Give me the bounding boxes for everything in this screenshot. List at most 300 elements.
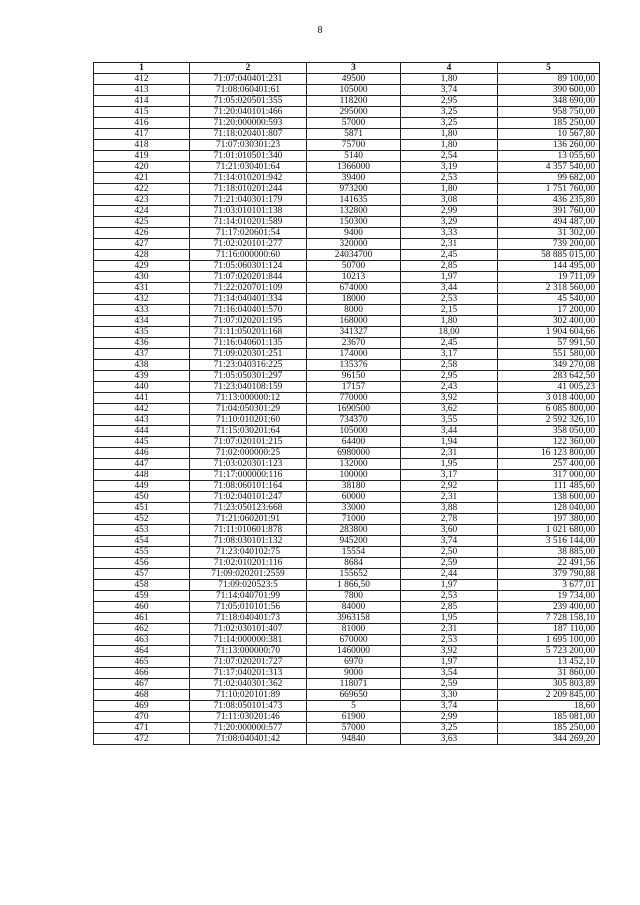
rate-cell: 2,31 xyxy=(401,448,498,459)
cadastral-number-cell: 71:13:000000:12 xyxy=(190,393,307,404)
rate-cell: 1,80 xyxy=(401,184,498,195)
row-number-cell: 422 xyxy=(94,184,190,195)
value-cell: 150300 xyxy=(307,217,401,228)
cadastral-number-cell: 71:14:000000:381 xyxy=(190,635,307,646)
amount-cell: 99 682,00 xyxy=(498,173,600,184)
table-row xyxy=(94,547,600,558)
value-cell: 1690500 xyxy=(307,404,401,415)
rate-cell: 2,44 xyxy=(401,569,498,580)
rate-cell: 2,99 xyxy=(401,206,498,217)
rate-cell: 3,63 xyxy=(401,734,498,745)
table-row xyxy=(94,426,600,437)
amount-cell: 45 540,00 xyxy=(498,294,600,305)
table-row xyxy=(94,96,600,107)
value-cell: 135376 xyxy=(307,360,401,371)
amount-cell: 31 302,00 xyxy=(498,228,600,239)
amount-cell: 305 803,89 xyxy=(498,679,600,690)
value-cell: 17157 xyxy=(307,382,401,393)
row-number-cell: 413 xyxy=(94,85,190,96)
cadastral-number-cell: 71:09:020523:5 xyxy=(190,580,307,591)
row-number-cell: 457 xyxy=(94,569,190,580)
rate-cell: 2,53 xyxy=(401,591,498,602)
row-number-cell: 447 xyxy=(94,459,190,470)
amount-cell: 38 885,00 xyxy=(498,547,600,558)
cadastral-number-cell: 71:02:010201:116 xyxy=(190,558,307,569)
cadastral-number-cell: 71:21:060201:91 xyxy=(190,514,307,525)
rate-cell: 1,80 xyxy=(401,140,498,151)
table-row xyxy=(94,415,600,426)
amount-cell: 358 050,00 xyxy=(498,426,600,437)
row-number-cell: 440 xyxy=(94,382,190,393)
rate-cell: 2,85 xyxy=(401,261,498,272)
table-row xyxy=(94,360,600,371)
table-row xyxy=(94,316,600,327)
value-cell: 5140 xyxy=(307,151,401,162)
rate-cell: 3,74 xyxy=(401,85,498,96)
amount-cell: 348 690,00 xyxy=(498,96,600,107)
rate-cell: 3,17 xyxy=(401,349,498,360)
rate-cell: 3,44 xyxy=(401,426,498,437)
value-cell: 945200 xyxy=(307,536,401,547)
value-cell: 8000 xyxy=(307,305,401,316)
cadastral-number-cell: 71:11:010601:878 xyxy=(190,525,307,536)
table-row xyxy=(94,74,600,85)
table-row xyxy=(94,437,600,448)
row-number-cell: 430 xyxy=(94,272,190,283)
row-number-cell: 426 xyxy=(94,228,190,239)
cadastral-number-cell: 71:18:020401:807 xyxy=(190,129,307,140)
table-row xyxy=(94,272,600,283)
table-row xyxy=(94,569,600,580)
amount-cell: 1 904 604,66 xyxy=(498,327,600,338)
row-number-cell: 471 xyxy=(94,723,190,734)
value-cell: 770000 xyxy=(307,393,401,404)
value-cell: 1460000 xyxy=(307,646,401,657)
table-row xyxy=(94,261,600,272)
table-row xyxy=(94,195,600,206)
rate-cell: 3,92 xyxy=(401,393,498,404)
amount-cell: 19 734,00 xyxy=(498,591,600,602)
row-number-cell: 472 xyxy=(94,734,190,745)
value-cell: 33000 xyxy=(307,503,401,514)
row-number-cell: 433 xyxy=(94,305,190,316)
rate-cell: 2,59 xyxy=(401,558,498,569)
cadastral-number-cell: 71:21:040301:179 xyxy=(190,195,307,206)
value-cell: 132000 xyxy=(307,459,401,470)
rate-cell: 2,85 xyxy=(401,602,498,613)
rate-cell: 1,97 xyxy=(401,580,498,591)
table-row xyxy=(94,723,600,734)
value-cell: 320000 xyxy=(307,239,401,250)
amount-cell: 3 018 400,00 xyxy=(498,393,600,404)
value-cell: 100000 xyxy=(307,470,401,481)
cadastral-number-cell: 71:23:040316:225 xyxy=(190,360,307,371)
rate-cell: 18,00 xyxy=(401,327,498,338)
table-row xyxy=(94,217,600,228)
cadastral-number-cell: 71:15:030201:64 xyxy=(190,426,307,437)
table-row xyxy=(94,129,600,140)
value-cell: 283800 xyxy=(307,525,401,536)
amount-cell: 41 005,23 xyxy=(498,382,600,393)
amount-cell: 57 991,50 xyxy=(498,338,600,349)
value-cell: 669650 xyxy=(307,690,401,701)
amount-cell: 10 567,80 xyxy=(498,129,600,140)
cadastral-number-cell: 71:08:060401:61 xyxy=(190,85,307,96)
value-cell: 341327 xyxy=(307,327,401,338)
row-number-cell: 434 xyxy=(94,316,190,327)
value-cell: 973200 xyxy=(307,184,401,195)
table-row xyxy=(94,657,600,668)
cadastral-number-cell: 71:20:040101:466 xyxy=(190,107,307,118)
row-number-cell: 452 xyxy=(94,514,190,525)
rate-cell: 1,95 xyxy=(401,613,498,624)
amount-cell: 2 592 326,10 xyxy=(498,415,600,426)
cadastral-number-cell: 71:17:020601:54 xyxy=(190,228,307,239)
table-row xyxy=(94,162,600,173)
amount-cell: 89 100,00 xyxy=(498,74,600,85)
value-cell: 60000 xyxy=(307,492,401,503)
rate-cell: 3,54 xyxy=(401,668,498,679)
cadastral-number-cell: 71:20:000000:593 xyxy=(190,118,307,129)
value-cell: 1 866,50 xyxy=(307,580,401,591)
rate-cell: 2,78 xyxy=(401,514,498,525)
table-row xyxy=(94,393,600,404)
cadastral-number-cell: 71:23:040108:159 xyxy=(190,382,307,393)
rate-cell: 3,74 xyxy=(401,701,498,712)
value-cell: 3963158 xyxy=(307,613,401,624)
row-number-cell: 448 xyxy=(94,470,190,481)
row-number-cell: 428 xyxy=(94,250,190,261)
cadastral-number-cell: 71:16:040401:570 xyxy=(190,305,307,316)
column-header-4: 4 xyxy=(401,63,498,74)
amount-cell: 58 885 015,00 xyxy=(498,250,600,261)
value-cell: 132800 xyxy=(307,206,401,217)
value-cell: 118071 xyxy=(307,679,401,690)
table-row xyxy=(94,338,600,349)
cadastral-number-cell: 71:10:020101:89 xyxy=(190,690,307,701)
value-cell: 734370 xyxy=(307,415,401,426)
row-number-cell: 461 xyxy=(94,613,190,624)
rate-cell: 3,62 xyxy=(401,404,498,415)
cadastral-number-cell: 71:07:020201:844 xyxy=(190,272,307,283)
table-row xyxy=(94,140,600,151)
row-number-cell: 446 xyxy=(94,448,190,459)
table-row xyxy=(94,712,600,723)
amount-cell: 1 751 760,00 xyxy=(498,184,600,195)
amount-cell: 391 760,00 xyxy=(498,206,600,217)
amount-cell: 2 209 845,00 xyxy=(498,690,600,701)
rate-cell: 2,15 xyxy=(401,305,498,316)
rate-cell: 2,50 xyxy=(401,547,498,558)
amount-cell: 185 250,00 xyxy=(498,118,600,129)
table-row xyxy=(94,646,600,657)
amount-cell: 5 723 200,00 xyxy=(498,646,600,657)
amount-cell: 22 491,56 xyxy=(498,558,600,569)
table-row xyxy=(94,514,600,525)
row-number-cell: 463 xyxy=(94,635,190,646)
rate-cell: 2,92 xyxy=(401,481,498,492)
amount-cell: 317 000,00 xyxy=(498,470,600,481)
table-row xyxy=(94,525,600,536)
table-row xyxy=(94,371,600,382)
amount-cell: 138 600,00 xyxy=(498,492,600,503)
row-number-cell: 432 xyxy=(94,294,190,305)
amount-cell: 13 055,60 xyxy=(498,151,600,162)
value-cell: 39400 xyxy=(307,173,401,184)
rate-cell: 1,80 xyxy=(401,316,498,327)
value-cell: 155652 xyxy=(307,569,401,580)
cadastral-number-cell: 71:03:010101:138 xyxy=(190,206,307,217)
row-number-cell: 468 xyxy=(94,690,190,701)
table-row xyxy=(94,701,600,712)
value-cell: 24034700 xyxy=(307,250,401,261)
value-cell: 71000 xyxy=(307,514,401,525)
amount-cell: 257 400,00 xyxy=(498,459,600,470)
table-row xyxy=(94,492,600,503)
row-number-cell: 421 xyxy=(94,173,190,184)
row-number-cell: 420 xyxy=(94,162,190,173)
value-cell: 18000 xyxy=(307,294,401,305)
value-cell: 15554 xyxy=(307,547,401,558)
row-number-cell: 469 xyxy=(94,701,190,712)
amount-cell: 436 235,80 xyxy=(498,195,600,206)
value-cell: 5 xyxy=(307,701,401,712)
rate-cell: 2,45 xyxy=(401,250,498,261)
rate-cell: 3,17 xyxy=(401,470,498,481)
row-number-cell: 425 xyxy=(94,217,190,228)
cadastral-number-cell: 71:01:010501:340 xyxy=(190,151,307,162)
amount-cell: 16 123 800,00 xyxy=(498,448,600,459)
rate-cell: 2,99 xyxy=(401,712,498,723)
cadastral-number-cell: 71:16:000000:60 xyxy=(190,250,307,261)
value-cell: 168000 xyxy=(307,316,401,327)
table-row xyxy=(94,613,600,624)
cadastral-number-cell: 71:03:020301:123 xyxy=(190,459,307,470)
amount-cell: 739 200,00 xyxy=(498,239,600,250)
cadastral-number-cell: 71:16:040601:135 xyxy=(190,338,307,349)
row-number-cell: 454 xyxy=(94,536,190,547)
value-cell: 6980000 xyxy=(307,448,401,459)
rate-cell: 2,31 xyxy=(401,624,498,635)
table-row xyxy=(94,283,600,294)
cadastral-number-cell: 71:08:050101:473 xyxy=(190,701,307,712)
amount-cell: 122 360,00 xyxy=(498,437,600,448)
rate-cell: 3,44 xyxy=(401,283,498,294)
amount-cell: 19 711,09 xyxy=(498,272,600,283)
row-number-cell: 470 xyxy=(94,712,190,723)
amount-cell: 187 110,00 xyxy=(498,624,600,635)
cadastral-number-cell: 71:08:040401:42 xyxy=(190,734,307,745)
cadastral-number-cell: 71:05:010101:56 xyxy=(190,602,307,613)
cadastral-number-cell: 71:09:020201:2559 xyxy=(190,569,307,580)
amount-cell: 31 860,00 xyxy=(498,668,600,679)
cadastral-number-cell: 71:21:030401:64 xyxy=(190,162,307,173)
value-cell: 174000 xyxy=(307,349,401,360)
rate-cell: 3,25 xyxy=(401,107,498,118)
row-number-cell: 445 xyxy=(94,437,190,448)
table-row xyxy=(94,173,600,184)
row-number-cell: 441 xyxy=(94,393,190,404)
rate-cell: 2,31 xyxy=(401,239,498,250)
value-cell: 10213 xyxy=(307,272,401,283)
table-row xyxy=(94,85,600,96)
amount-cell: 1 695 100,00 xyxy=(498,635,600,646)
table-row xyxy=(94,184,600,195)
amount-cell: 3 677,01 xyxy=(498,580,600,591)
amount-cell: 551 580,00 xyxy=(498,349,600,360)
rate-cell: 1,80 xyxy=(401,129,498,140)
cadastral-number-cell: 71:07:040401:231 xyxy=(190,74,307,85)
cadastral-number-cell: 71:10:010201:60 xyxy=(190,415,307,426)
table-row xyxy=(94,107,600,118)
amount-cell: 349 270,08 xyxy=(498,360,600,371)
row-number-cell: 427 xyxy=(94,239,190,250)
amount-cell: 111 485,60 xyxy=(498,481,600,492)
row-number-cell: 462 xyxy=(94,624,190,635)
amount-cell: 128 040,00 xyxy=(498,503,600,514)
amount-cell: 379 790,88 xyxy=(498,569,600,580)
column-header-5: 5 xyxy=(498,63,600,74)
table-row xyxy=(94,635,600,646)
amount-cell: 3 516 144,00 xyxy=(498,536,600,547)
table-row xyxy=(94,690,600,701)
cadastral-number-cell: 71:14:010201:942 xyxy=(190,173,307,184)
value-cell: 50700 xyxy=(307,261,401,272)
row-number-cell: 423 xyxy=(94,195,190,206)
cadastral-number-cell: 71:20:000000:577 xyxy=(190,723,307,734)
table-row xyxy=(94,239,600,250)
row-number-cell: 437 xyxy=(94,349,190,360)
row-number-cell: 414 xyxy=(94,96,190,107)
value-cell: 5871 xyxy=(307,129,401,140)
table-row xyxy=(94,591,600,602)
table-row xyxy=(94,580,600,591)
rate-cell: 1,97 xyxy=(401,272,498,283)
value-cell: 670000 xyxy=(307,635,401,646)
row-number-cell: 467 xyxy=(94,679,190,690)
table-row xyxy=(94,624,600,635)
rate-cell: 2,53 xyxy=(401,294,498,305)
cadastral-number-cell: 71:17:000000:116 xyxy=(190,470,307,481)
rate-cell: 1,95 xyxy=(401,459,498,470)
row-number-cell: 455 xyxy=(94,547,190,558)
cadastral-number-cell: 71:23:050123:668 xyxy=(190,503,307,514)
value-cell: 84000 xyxy=(307,602,401,613)
rate-cell: 3,29 xyxy=(401,217,498,228)
value-cell: 81000 xyxy=(307,624,401,635)
row-number-cell: 439 xyxy=(94,371,190,382)
cadastral-number-cell: 71:09:020301:251 xyxy=(190,349,307,360)
rate-cell: 3,19 xyxy=(401,162,498,173)
cadastral-number-cell: 71:02:000000:25 xyxy=(190,448,307,459)
table-row xyxy=(94,459,600,470)
table-row xyxy=(94,602,600,613)
table-row xyxy=(94,118,600,129)
cadastral-number-cell: 71:23:040102:75 xyxy=(190,547,307,558)
rate-cell: 2,54 xyxy=(401,151,498,162)
column-header-3: 3 xyxy=(307,63,401,74)
column-header-1: 1 xyxy=(94,63,190,74)
amount-cell: 4 357 540,00 xyxy=(498,162,600,173)
value-cell: 38180 xyxy=(307,481,401,492)
cadastral-number-cell: 71:02:040101:247 xyxy=(190,492,307,503)
rate-cell: 1,94 xyxy=(401,437,498,448)
amount-cell: 185 250,00 xyxy=(498,723,600,734)
cadastral-number-cell: 71:14:040701:99 xyxy=(190,591,307,602)
table-row xyxy=(94,448,600,459)
table-row xyxy=(94,668,600,679)
cadastral-number-cell: 71:11:050201:168 xyxy=(190,327,307,338)
table-row xyxy=(94,558,600,569)
table-row xyxy=(94,404,600,415)
rate-cell: 3,08 xyxy=(401,195,498,206)
rate-cell: 2,58 xyxy=(401,360,498,371)
column-header-2: 2 xyxy=(190,63,307,74)
cadastral-number-cell: 71:14:040401:334 xyxy=(190,294,307,305)
cadastral-number-cell: 71:02:040301:362 xyxy=(190,679,307,690)
amount-cell: 958 750,00 xyxy=(498,107,600,118)
row-number-cell: 415 xyxy=(94,107,190,118)
row-number-cell: 418 xyxy=(94,140,190,151)
row-number-cell: 444 xyxy=(94,426,190,437)
row-number-cell: 419 xyxy=(94,151,190,162)
row-number-cell: 443 xyxy=(94,415,190,426)
value-cell: 9000 xyxy=(307,668,401,679)
row-number-cell: 412 xyxy=(94,74,190,85)
amount-cell: 197 380,00 xyxy=(498,514,600,525)
cadastral-number-cell: 71:07:030301:23 xyxy=(190,140,307,151)
table-row xyxy=(94,734,600,745)
table-row xyxy=(94,228,600,239)
table-row xyxy=(94,327,600,338)
rate-cell: 3,25 xyxy=(401,723,498,734)
value-cell: 105000 xyxy=(307,426,401,437)
amount-cell: 494 487,00 xyxy=(498,217,600,228)
row-number-cell: 431 xyxy=(94,283,190,294)
amount-cell: 390 600,00 xyxy=(498,85,600,96)
value-cell: 96150 xyxy=(307,371,401,382)
table-row xyxy=(94,250,600,261)
row-number-cell: 424 xyxy=(94,206,190,217)
cadastral-number-cell: 71:08:060101:164 xyxy=(190,481,307,492)
rate-cell: 1,80 xyxy=(401,74,498,85)
value-cell: 1366000 xyxy=(307,162,401,173)
value-cell: 105000 xyxy=(307,85,401,96)
cadastral-number-cell: 71:02:030101:407 xyxy=(190,624,307,635)
value-cell: 7800 xyxy=(307,591,401,602)
amount-cell: 2 318 560,00 xyxy=(498,283,600,294)
value-cell: 295000 xyxy=(307,107,401,118)
amount-cell: 6 085 800,00 xyxy=(498,404,600,415)
value-cell: 64400 xyxy=(307,437,401,448)
row-number-cell: 436 xyxy=(94,338,190,349)
cadastral-number-cell: 71:02:020101:277 xyxy=(190,239,307,250)
rate-cell: 3,92 xyxy=(401,646,498,657)
value-cell: 23670 xyxy=(307,338,401,349)
cadastral-number-cell: 71:08:030101:132 xyxy=(190,536,307,547)
row-number-cell: 435 xyxy=(94,327,190,338)
row-number-cell: 442 xyxy=(94,404,190,415)
rate-cell: 3,55 xyxy=(401,415,498,426)
cadastral-number-cell: 71:18:040401:73 xyxy=(190,613,307,624)
row-number-cell: 451 xyxy=(94,503,190,514)
row-number-cell: 438 xyxy=(94,360,190,371)
rate-cell: 1,97 xyxy=(401,657,498,668)
value-cell: 61900 xyxy=(307,712,401,723)
amount-cell: 7 728 158,10 xyxy=(498,613,600,624)
amount-cell: 185 081,00 xyxy=(498,712,600,723)
rate-cell: 3,88 xyxy=(401,503,498,514)
